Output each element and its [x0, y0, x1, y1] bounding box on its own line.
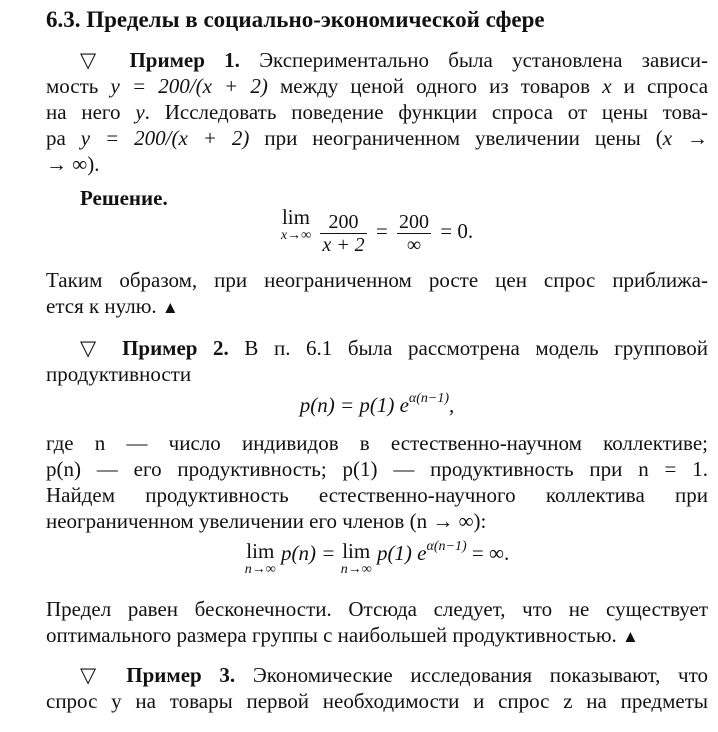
example3-label: Пример 3.: [126, 663, 236, 687]
section-title: 6.3. Пределы в социально-экономической сфере: [46, 7, 545, 32]
example3-line1: ▽ Пример 3. Экономические исследования показывают, что: [80, 663, 709, 687]
example2-conclusion-line1: Предел равен бесконечности. Отсюда следует, что не существует: [46, 597, 708, 621]
fraction-200-over-x-plus-2: $\frac{200}{x + 2}$: [322, 210, 365, 256]
example1-label: Пример 1.: [129, 48, 240, 72]
example1-line5: → ∞).: [46, 152, 100, 176]
example2-conclusion-line2: оптимального размера группы с наибольшей продуктивностью. ▲: [46, 623, 639, 647]
example2-where-line3: Найдем продуктивность естественно-научного коллектива при: [46, 483, 708, 507]
limit-operator: lim x→∞: [280, 205, 312, 243]
example1-line3: на него y. Исследовать поведение функции спроса от цены това-: [46, 100, 708, 124]
productivity-model-formula: p(n) = p(1) $e^{\alpha(n-1)}$,: [299, 391, 455, 417]
example-marker-icon: ▽: [80, 663, 109, 687]
example1-conclusion-line1: Таким образом, при неограниченном росте цен спрос приближа-: [46, 268, 708, 292]
solution-label: Решение.: [80, 186, 168, 210]
example-marker-icon: ▽: [80, 48, 111, 72]
example2-line2: продуктивности: [46, 362, 192, 386]
example1-limit-formula: lim x→∞ $\frac{200}{x + 2}$ = $\frac{200}{\infty}$ = 0.: [280, 205, 474, 256]
example2-where-line4: неограниченном увеличении его членов (n → ∞):: [46, 509, 487, 533]
example2-where-line2: p(n) — его продуктивность; p(1) — продуктивность при n = 1.: [46, 457, 708, 481]
example1-conclusion-line2: ется к нулю. ▲: [46, 294, 179, 318]
example1-line2: мость y = 200/(x + 2) между ценой одного из товаров x и спроса: [46, 74, 709, 98]
example-marker-icon: ▽: [80, 336, 107, 360]
fraction-200-over-infinity: $\frac{200}{\infty}$: [399, 210, 430, 256]
example2-label: Пример 2.: [122, 336, 229, 360]
example2-line1: ▽ Пример 2. В п. 6.1 была рассмотрена модель групповой: [80, 336, 709, 360]
example1-line4: ра y = 200/(x + 2) при неограниченном увеличении цены (x →: [46, 126, 708, 150]
productivity-limit-formula: lim n→∞ p(n) = lim n→∞ p(1) $e^{\alpha(n-1)}$ = ∞.: [244, 539, 510, 577]
example2-where-line1: где n — число индивидов в естественно-научном коллективе;: [46, 431, 708, 455]
example1-line1: ▽ Пример 1. Экспериментально была установлена зависи-: [80, 48, 709, 72]
example3-line2: спрос y на товары первой необходимости и спрос z на предметы: [46, 689, 708, 713]
end-of-example-icon: ▲: [622, 627, 639, 646]
end-of-example-icon: ▲: [161, 298, 179, 317]
